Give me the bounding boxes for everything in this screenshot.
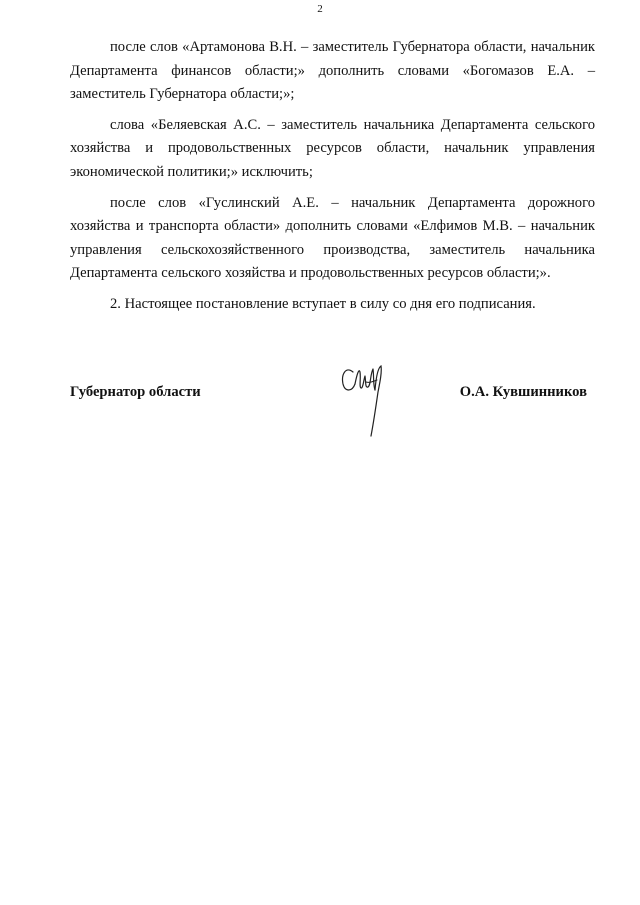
paragraph-belyaevskaya: слова «Беляевская А.С. – заместитель начальника Департамента сельского хозяйства и продовольственных ресурсов области, начальник управления экономической политики;» исключить; [70, 116, 595, 180]
page-number: 2 [317, 3, 323, 15]
paragraph-effective-date: 2. Настоящее постановление вступает в силу со дня его подписания. [110, 295, 536, 312]
paragraph-guslinsky: после слов «Гуслинский А.Е. – начальник Департамента дорожного хозяйства и транспорта области» дополнить словами «Елфимов М.В. – начальник управления сельскохозяйственного производства, заместитель начальника Департамента сельского хозяйства и продовольственных ресурсов области;». [70, 194, 595, 282]
signatory-name: О.А. Кувшинников [459, 384, 587, 400]
document-body [70, 36, 595, 324]
signatory-title: Губернатор области [70, 384, 201, 400]
signature-block [70, 384, 595, 414]
handwritten-signature [340, 360, 388, 440]
paragraph-artamonova: после слов «Артамонова В.Н. – заместитель Губернатора области, начальник Департамента финансов области;» дополнить словами «Богомазов Е.А. – заместитель Губернатора области;»; [70, 39, 595, 103]
